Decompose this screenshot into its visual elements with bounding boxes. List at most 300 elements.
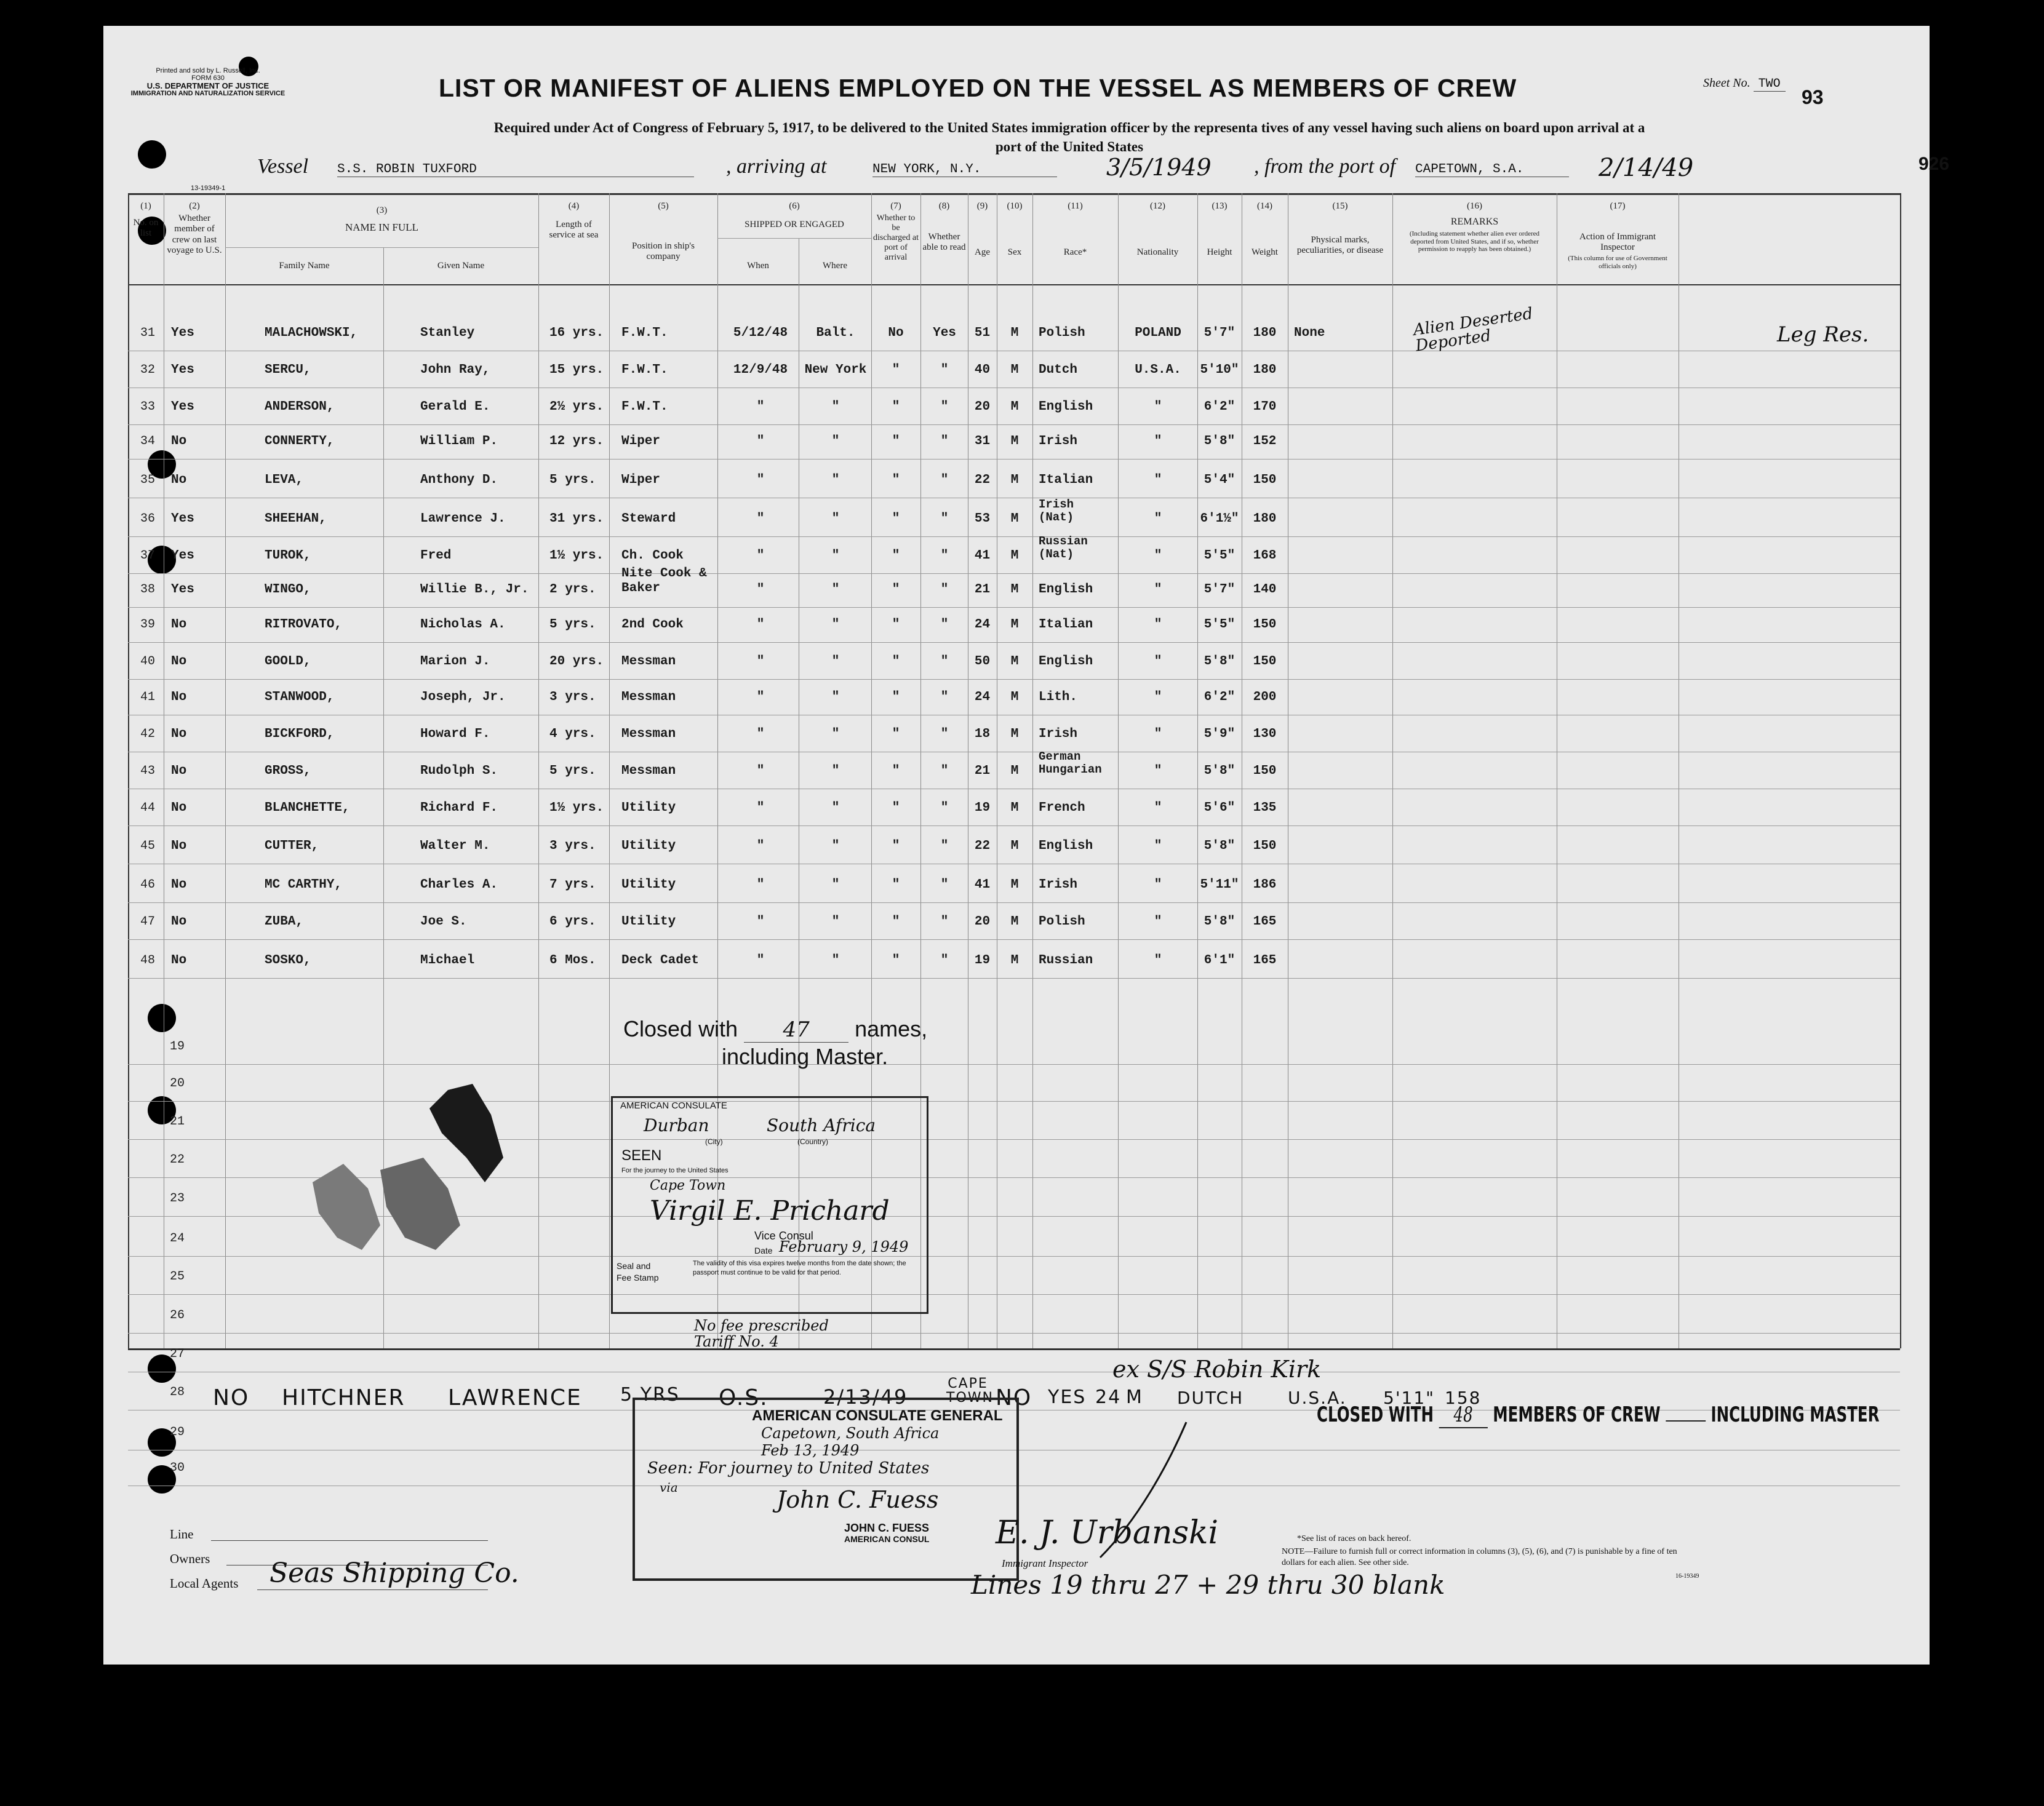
cell-race: Russian (Nat) — [1039, 535, 1088, 561]
cell-age: 22 — [974, 839, 991, 853]
cell-no: 33 — [140, 400, 155, 414]
closed-with-line2: including Master. — [722, 1044, 888, 1069]
cell-no: 36 — [140, 512, 155, 526]
stamp1-heading: AMERICAN CONSULATE — [620, 1100, 727, 1111]
stamp2-via: via — [660, 1480, 678, 1495]
agents-label: Local Agents — [170, 1576, 239, 1591]
printer-note: Printed and sold by L. Russell, Inc. — [156, 67, 260, 74]
cell-position: Messman — [621, 690, 676, 704]
column-rule — [1032, 193, 1033, 1348]
cell-nationality: U.S.A. — [1135, 363, 1181, 377]
sheet-value: TWO — [1754, 77, 1786, 92]
col-heading: Height — [1207, 247, 1232, 257]
stamp1-title: Vice Consul — [754, 1230, 813, 1242]
cell-nationality: " — [1154, 839, 1162, 853]
cell-nationality: POLAND — [1135, 326, 1181, 340]
cell-family: ANDERSON, — [265, 400, 335, 414]
cell-remarks: Alien Deserted Deported — [1412, 304, 1535, 356]
cell-family: MALACHOWSKI, — [265, 326, 358, 340]
cell-age: 20 — [974, 915, 991, 929]
blank-row-number: 19 — [169, 1040, 185, 1054]
corner-number: 926 — [1918, 154, 1950, 174]
from-label: , from the port of — [1254, 155, 1396, 178]
stamp1-date: February 9, 1949 — [779, 1238, 909, 1255]
cell-weight: 168 — [1253, 549, 1277, 563]
cell-where: " — [831, 764, 840, 778]
cell-read: " — [940, 363, 949, 377]
cell-height: 5'10" — [1200, 363, 1239, 377]
cell-when: " — [756, 915, 765, 929]
arriving-label: , arriving at — [726, 155, 827, 178]
cell-sex: M — [1010, 400, 1019, 414]
cell-discharged: " — [892, 473, 900, 487]
cell-height: 5'8" — [1204, 915, 1236, 929]
cell-weight: 165 — [1253, 953, 1277, 968]
cell-sex: M — [1010, 549, 1019, 563]
hand-where: CAPE TOWN — [946, 1376, 994, 1406]
cell-service: 3 yrs. — [549, 690, 596, 704]
sheet-number — [1703, 76, 1786, 91]
cell-read: " — [940, 549, 949, 563]
stamp1-country-caption: (Country) — [797, 1137, 829, 1146]
cell-service: 5 yrs. — [549, 618, 596, 632]
cell-where: " — [831, 512, 840, 526]
cell-where: " — [831, 801, 840, 815]
cell-race: English — [1039, 654, 1093, 669]
cell-family: BLANCHETTE, — [265, 801, 350, 815]
col-num: (4) — [568, 201, 580, 211]
cell-race: Italian — [1039, 618, 1093, 632]
cell-read: " — [940, 434, 949, 448]
cell-weight: 170 — [1253, 400, 1277, 414]
col-heading: Action of Immigrant Inspector — [1579, 232, 1656, 253]
hand-height: 5'11" — [1383, 1388, 1435, 1408]
cell-nationality: " — [1154, 473, 1162, 487]
hand-when: 2/13/49 — [823, 1385, 908, 1409]
cell-given: John Ray, — [420, 363, 490, 377]
table-right-rule — [1900, 193, 1901, 1348]
col-num: (15) — [1332, 201, 1348, 211]
cell-height: 6'1" — [1204, 953, 1236, 968]
cell-position: Wiper — [621, 434, 661, 448]
col-num: (3) — [376, 205, 388, 215]
stamp1-seal-label: Seal and — [617, 1261, 651, 1271]
page-number: 93 — [1802, 86, 1824, 108]
col-num: (17) — [1610, 201, 1626, 211]
cell-last: Yes — [171, 400, 194, 414]
punch-hole — [1949, 57, 1966, 74]
cell-no: 42 — [140, 727, 155, 741]
hand-note: ex S/S Robin Kirk — [1112, 1356, 1322, 1383]
cell-where: " — [831, 915, 840, 929]
row-rule — [128, 825, 1900, 826]
cell-service: 2½ yrs. — [549, 400, 604, 414]
cell-nationality: " — [1154, 801, 1162, 815]
blank-row-number: 27 — [169, 1347, 185, 1361]
cell-height: 5'11" — [1200, 878, 1239, 892]
stamp1-journey: For the journey to the United States — [621, 1167, 729, 1174]
cell-age: 18 — [974, 727, 991, 741]
cell-height: 6'2" — [1204, 690, 1236, 704]
cell-given: Rudolph S. — [420, 764, 498, 778]
column-rule — [609, 193, 610, 1348]
cell-family: RITROVATO, — [265, 618, 343, 632]
vessel-line — [257, 154, 1950, 186]
cell-where: " — [831, 473, 840, 487]
cell-height: 6'1½" — [1200, 512, 1239, 526]
cell-position: Ch. Cook — [621, 549, 684, 563]
cell-nationality: " — [1154, 953, 1162, 968]
vessel-value: S.S. ROBIN TUXFORD — [337, 162, 694, 177]
row-rule — [128, 939, 1900, 940]
row-rule — [128, 1333, 1900, 1334]
cell-read: " — [940, 915, 949, 929]
cell-race: Polish — [1039, 915, 1085, 929]
cell-sex: M — [1010, 839, 1019, 853]
cell-position: F.W.T. — [621, 326, 668, 340]
cell-family: MC CARTHY, — [265, 878, 343, 892]
cell-discharged: " — [892, 764, 900, 778]
cell-nationality: " — [1154, 690, 1162, 704]
closed-48-middle: MEMBERS OF CREW — [1493, 1402, 1661, 1427]
cell-last: No — [171, 764, 187, 778]
row-rule — [128, 424, 1900, 425]
col-heading: Where — [823, 261, 847, 271]
blank-row-number: 26 — [169, 1308, 185, 1323]
cell-position: F.W.T. — [621, 363, 668, 377]
stamp1-via: Cape Town — [650, 1178, 726, 1193]
cell-service: 5 yrs. — [549, 764, 596, 778]
cell-where: " — [831, 583, 840, 597]
cell-height: 5'5" — [1204, 549, 1236, 563]
col-num: (5) — [658, 201, 669, 211]
stamp1-country: South Africa — [767, 1115, 876, 1136]
line-label: Line — [170, 1527, 194, 1541]
cell-when: " — [756, 953, 765, 968]
line-rule — [211, 1540, 488, 1541]
cell-read: " — [940, 953, 949, 968]
cell-weight: 150 — [1253, 839, 1277, 853]
cell-nationality: " — [1154, 915, 1162, 929]
stamp1-city-caption: (City) — [705, 1137, 723, 1146]
col-num: (6) — [789, 201, 800, 211]
cell-sex: M — [1010, 801, 1019, 815]
cell-service: 1½ yrs. — [549, 549, 604, 563]
row-rule — [128, 978, 1900, 979]
col-heading: No. on list — [133, 218, 159, 239]
cell-age: 19 — [974, 953, 991, 968]
races-note: *See list of races on back hereof. — [1297, 1534, 1411, 1543]
col-heading: When — [747, 261, 769, 271]
cell-race: Irish — [1039, 434, 1078, 448]
cell-race: Polish — [1039, 326, 1085, 340]
cell-when: " — [756, 434, 765, 448]
col-heading: Position in ship's company — [632, 241, 695, 262]
cell-age: 40 — [974, 363, 991, 377]
cell-sex: M — [1010, 512, 1019, 526]
cell-no: 32 — [140, 363, 155, 377]
cell-height: 5'8" — [1204, 654, 1236, 669]
cell-weight: 150 — [1253, 473, 1277, 487]
cell-given: Richard F. — [420, 801, 498, 815]
cell-no: 44 — [140, 801, 155, 815]
cell-read: " — [940, 654, 949, 669]
cell-when: " — [756, 878, 765, 892]
table-top-rule — [128, 193, 1900, 195]
cell-age: 31 — [974, 434, 991, 448]
cell-where: " — [831, 549, 840, 563]
cell-last: No — [171, 618, 187, 632]
cell-given: Joe S. — [420, 915, 467, 929]
cell-weight: 152 — [1253, 434, 1277, 448]
subtitle — [251, 118, 1888, 156]
cell-discharged: " — [892, 583, 900, 597]
col-num: (1) — [140, 201, 151, 211]
cell-no: 48 — [140, 953, 155, 968]
cell-height: 5'7" — [1204, 326, 1236, 340]
cell-where: " — [831, 953, 840, 968]
punch-hole — [138, 140, 166, 169]
printer-block — [128, 68, 288, 97]
hand-discharged: NO — [996, 1385, 1032, 1410]
cell-given: William P. — [420, 434, 498, 448]
cell-position: Messman — [621, 727, 676, 741]
col-num: (11) — [1068, 201, 1083, 211]
closed-with-47 — [623, 1016, 927, 1043]
subtitle-line-1: Required under Act of Congress of February 5, 1917, to be delivered to the United States immigration officer by the representa tives of any vessel having such aliens on board upon arrival at a — [493, 120, 1645, 135]
cell-given: Anthony D. — [420, 473, 498, 487]
column-rule — [1118, 193, 1119, 1348]
cell-read: " — [940, 690, 949, 704]
cell-weight: 180 — [1253, 512, 1277, 526]
row-rule — [128, 536, 1900, 537]
cell-sex: M — [1010, 654, 1019, 669]
hand-given-name: LAWRENCE — [448, 1385, 582, 1410]
row-rule — [128, 573, 1900, 574]
hand-age: 24 — [1095, 1386, 1122, 1408]
agents-value: Seas Shipping Co. — [269, 1557, 519, 1589]
cell-nationality: " — [1154, 400, 1162, 414]
table-bottom-rule — [128, 1348, 1900, 1350]
cell-last: No — [171, 878, 187, 892]
cell-position: Utility — [621, 839, 676, 853]
cell-age: 19 — [974, 801, 991, 815]
cell-age: 41 — [974, 549, 991, 563]
agents-rule — [257, 1589, 488, 1590]
blank-row-number: 28 — [169, 1385, 185, 1399]
stamp2-city: Capetown, South Africa — [761, 1425, 940, 1442]
seal-mark — [288, 1065, 546, 1287]
cell-no: 39 — [140, 618, 155, 632]
cell-discharged: " — [892, 690, 900, 704]
hand-service: 5 YRS — [620, 1384, 680, 1406]
cell-race: Italian — [1039, 473, 1093, 487]
cell-read: " — [940, 583, 949, 597]
row-rule — [128, 607, 1900, 608]
col-num: (2) — [189, 201, 200, 211]
form-code: 13-19349-1 — [191, 185, 226, 192]
cell-where: " — [831, 400, 840, 414]
cell-sex: M — [1010, 953, 1019, 968]
cell-age: 24 — [974, 618, 991, 632]
cell-when: " — [756, 801, 765, 815]
cell-service: 6 Mos. — [549, 953, 596, 968]
cell-given: Michael — [420, 953, 475, 968]
col-num: (7) — [890, 201, 901, 211]
stamp2-title: AMERICAN CONSUL — [844, 1534, 930, 1544]
cell-family: STANWOOD, — [265, 690, 335, 704]
cell-family: BICKFORD, — [265, 727, 335, 741]
cell-sex: M — [1010, 690, 1019, 704]
cell-no: 31 — [140, 326, 155, 340]
cell-discharged: " — [892, 915, 900, 929]
cell-nationality: " — [1154, 764, 1162, 778]
cell-no: 37 — [140, 549, 155, 563]
cell-where: " — [831, 727, 840, 741]
cell-given: Nicholas A. — [420, 618, 506, 632]
cell-race: Irish — [1039, 878, 1078, 892]
cell-nationality: " — [1154, 512, 1162, 526]
cell-when: 12/9/48 — [733, 363, 788, 377]
col-num: (8) — [938, 201, 950, 211]
blank-row-number: 25 — [169, 1270, 185, 1284]
owners-label: Owners — [170, 1551, 210, 1566]
cell-sex: M — [1010, 764, 1019, 778]
cell-race: Lith. — [1039, 690, 1078, 704]
cell-family: ZUBA, — [265, 915, 304, 929]
cell-weight: 200 — [1253, 690, 1277, 704]
cell-last: No — [171, 654, 187, 669]
cell-age: 21 — [974, 583, 991, 597]
cell-where: Balt. — [816, 326, 855, 340]
cell-height: 6'2" — [1204, 400, 1236, 414]
col-heading: (Including statement whether alien ever ordered deported from United States, and if so, whether permission to reapply has been obtained.) — [1409, 230, 1540, 253]
cell-discharged: " — [892, 618, 900, 632]
arrival-date: 3/5/1949 — [1106, 154, 1212, 181]
cell-given: Joseph, Jr. — [420, 690, 506, 704]
cell-discharged: " — [892, 549, 900, 563]
cell-nationality: " — [1154, 878, 1162, 892]
cell-last: No — [171, 434, 187, 448]
cell-no: 43 — [140, 764, 155, 778]
col-heading: Family Name — [279, 261, 330, 271]
col-num: (13) — [1212, 201, 1228, 211]
blank-row-number: 30 — [169, 1461, 185, 1475]
blank-row-number: 22 — [169, 1153, 185, 1167]
cell-when: " — [756, 549, 765, 563]
col-heading: Weight — [1252, 247, 1278, 257]
cell-when: " — [756, 839, 765, 853]
cell-discharged: " — [892, 434, 900, 448]
col-num: (12) — [1150, 201, 1165, 211]
blank-row-number: 23 — [169, 1191, 185, 1206]
arriving-value: NEW YORK, N.Y. — [872, 162, 1057, 177]
cell-weight: 165 — [1253, 915, 1277, 929]
department-label: U.S. DEPARTMENT OF JUSTICE — [146, 81, 269, 91]
column-rule — [225, 193, 226, 1348]
col-heading: Sex — [1007, 247, 1022, 257]
cell-read: " — [940, 618, 949, 632]
stamp1-city: Durban — [644, 1115, 709, 1136]
cell-position: Messman — [621, 764, 676, 778]
cell-sex: M — [1010, 434, 1019, 448]
cell-service: 7 yrs. — [549, 878, 596, 892]
cell-when: 5/12/48 — [733, 326, 788, 340]
cell-position: Nite Cook & Baker — [621, 567, 707, 596]
hand-weight: 158 — [1445, 1388, 1482, 1408]
cell-where: " — [831, 434, 840, 448]
cell-discharged: " — [892, 363, 900, 377]
row-rule — [128, 679, 1900, 680]
cell-given: Stanley — [420, 326, 475, 340]
col-num: (14) — [1257, 201, 1272, 211]
cell-service: 5 yrs. — [549, 473, 596, 487]
header-subrule — [717, 238, 871, 239]
cell-read: " — [940, 727, 949, 741]
col-heading: Length of service at sea — [549, 220, 599, 241]
cell-no: 45 — [140, 839, 155, 853]
manifest-page — [103, 26, 1950, 1665]
cell-weight: 180 — [1253, 363, 1277, 377]
cell-discharged: " — [892, 953, 900, 968]
cell-read: " — [940, 801, 949, 815]
cell-read: Yes — [933, 326, 956, 340]
cell-last: Yes — [171, 549, 194, 563]
cell-age: 50 — [974, 654, 991, 669]
cell-sex: M — [1010, 583, 1019, 597]
cell-given: Willie B., Jr. — [420, 583, 529, 597]
cell-age: 21 — [974, 764, 991, 778]
col-heading: Physical marks, peculiarities, or disease — [1296, 235, 1384, 256]
blank-lines-note: Lines 19 thru 27 + 29 thru 30 blank — [971, 1570, 1445, 1600]
stamp2-name: JOHN C. FUESS — [844, 1522, 930, 1534]
cell-weight: 135 — [1253, 801, 1277, 815]
cell-given: Marion J. — [420, 654, 490, 669]
cell-height: 5'6" — [1204, 801, 1236, 815]
cell-height: 5'8" — [1204, 839, 1236, 853]
cell-position: Messman — [621, 654, 676, 669]
cell-no: 34 — [140, 434, 155, 448]
cell-nationality: " — [1154, 618, 1162, 632]
sheet-label: Sheet No. — [1703, 76, 1751, 90]
cell-discharged: " — [892, 512, 900, 526]
cell-no: 47 — [140, 915, 155, 929]
table-left-rule — [128, 193, 129, 1348]
cell-age: 24 — [974, 690, 991, 704]
cell-sex: M — [1010, 326, 1019, 340]
cell-given: Walter M. — [420, 839, 490, 853]
cell-no: 46 — [140, 878, 155, 892]
col-heading: Given Name — [437, 261, 485, 271]
cell-sex: M — [1010, 618, 1019, 632]
cell-discharged: " — [892, 839, 900, 853]
column-rule — [1392, 193, 1393, 1348]
cell-last: No — [171, 839, 187, 853]
cell-last: No — [171, 953, 187, 968]
stamp2-signature: John C. Fuess — [776, 1486, 939, 1513]
cell-read: " — [940, 400, 949, 414]
cell-last: No — [171, 915, 187, 929]
cell-where: " — [831, 690, 840, 704]
cell-where: " — [831, 654, 840, 669]
cell-read: " — [940, 839, 949, 853]
vessel-label: Vessel — [257, 155, 309, 178]
stamp2-seen: Seen: For journey to United States — [647, 1459, 930, 1478]
inspector-signature: E. J. Urbanski — [996, 1514, 1219, 1551]
cell-family: SHEEHAN, — [265, 512, 327, 526]
cell-nationality: " — [1154, 654, 1162, 669]
cell-age: 22 — [974, 473, 991, 487]
